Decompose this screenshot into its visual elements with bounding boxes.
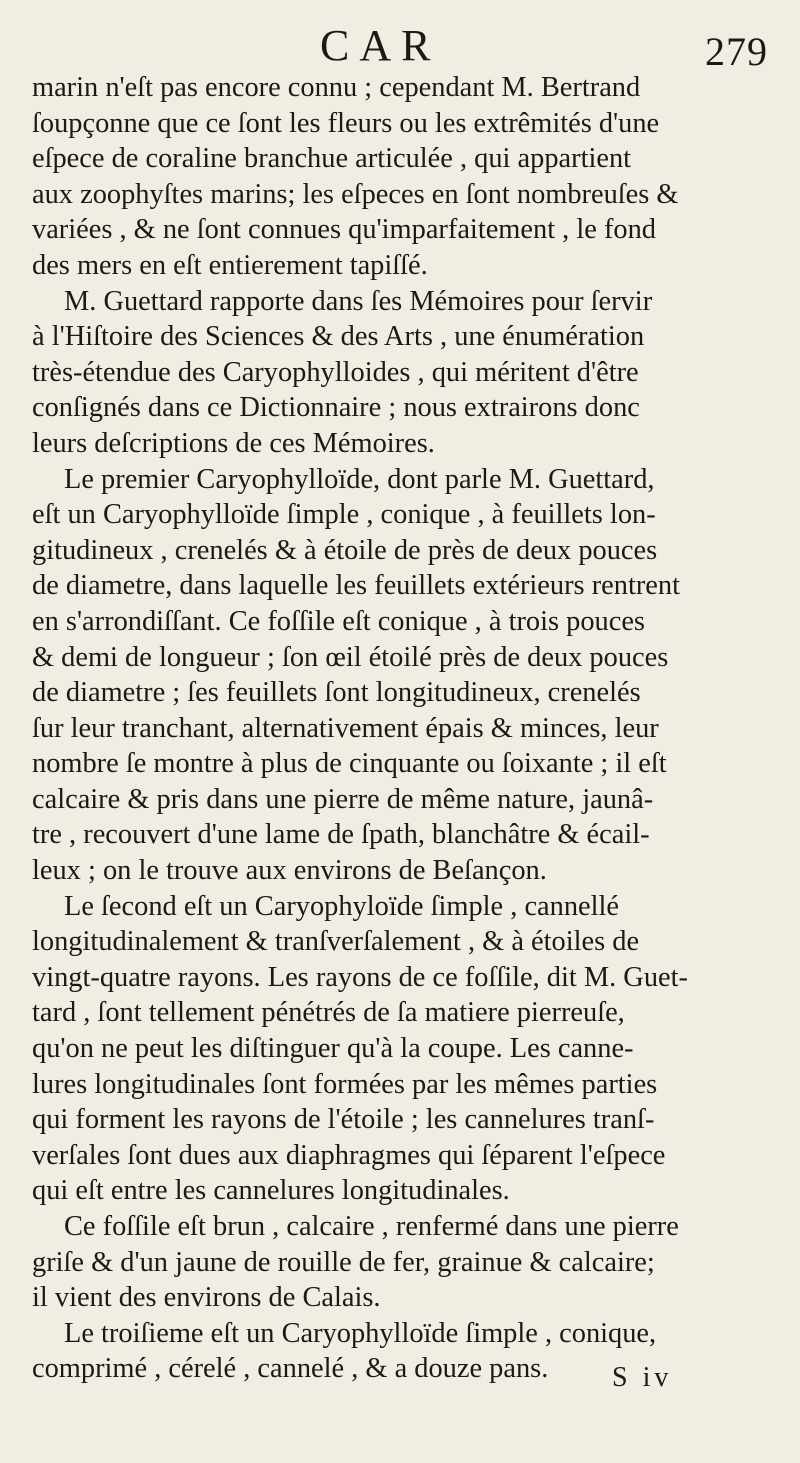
text-line: eſt un Caryophylloïde ſimple , conique , à feuillets lon- xyxy=(32,499,656,531)
text-line: leurs deſcriptions de ces Mémoires. xyxy=(32,427,435,459)
paragraph-first-line: Le troiſieme eſt un Caryophylloïde ſimple , conique, xyxy=(64,1317,657,1349)
text-line: & demi de longueur ; ſon œil étoilé près de deux pouces xyxy=(32,641,669,673)
running-head: CAR xyxy=(320,21,441,70)
paragraph-first-line: M. Guettard rapporte dans ſes Mémoires pour ſervir xyxy=(64,285,653,317)
text-line: eſpece de coraline branchue articulée , qui appartient xyxy=(32,143,632,175)
text-line: gitudineux , crenelés & à étoile de près de deux pouces xyxy=(32,534,658,566)
text-line: lures longitudinales ſont formées par les mêmes parties xyxy=(32,1068,658,1100)
text-line: en s'arrondiſſant. Ce foſſile eſt conique , à trois pouces xyxy=(32,605,645,637)
page-header xyxy=(0,18,800,76)
paragraph-first-line: Le ſecond eſt un Caryophyloïde ſimple , cannellé xyxy=(64,890,620,922)
text-line: qu'on ne peut les diſtinguer qu'à la coupe. Les canne- xyxy=(32,1033,634,1065)
text-line: ſoupçonne que ce ſont les fleurs ou les extrêmités d'une xyxy=(32,107,660,139)
page-number: 279 xyxy=(705,29,768,74)
text-line: comprimé , cérelé , cannelé , & a douze pans. xyxy=(32,1353,549,1385)
text-line: tard , ſont tellement pénétrés de ſa matiere pierreuſe, xyxy=(32,997,625,1029)
text-line: griſe & d'un jaune de rouille de fer, grainue & calcaire; xyxy=(32,1246,655,1278)
signature-mark: S iv xyxy=(612,1362,673,1393)
text-line: nombre ſe montre à plus de cinquante ou ſoixante ; il eſt xyxy=(32,748,667,780)
text-line: très-étendue des Caryophylloides , qui méritent d'être xyxy=(32,356,639,388)
body-text xyxy=(32,70,772,1387)
text-line: conſignés dans ce Dictionnaire ; nous extrairons donc xyxy=(32,392,640,424)
text-line: variées , & ne ſont connues qu'imparfaitement , le fond xyxy=(32,214,656,246)
text-line: tre , recouvert d'une lame de ſpath, blanchâtre & écail- xyxy=(32,819,650,851)
paragraph-first-line: Le premier Caryophylloïde, dont parle M. Guettard, xyxy=(64,463,655,495)
text-line: aux zoophyſtes marins; les eſpeces en ſont nombreuſes & xyxy=(32,178,679,210)
text-line: longitudinalement & tranſverſalement , & à étoiles de xyxy=(32,926,640,958)
text-line: il vient des environs de Calais. xyxy=(32,1282,381,1314)
text-line: vingt-quatre rayons. Les rayons de ce foſſile, dit M. Guet- xyxy=(32,961,688,993)
text-line: de diametre, dans laquelle les feuillets extérieurs rentrent xyxy=(32,570,680,602)
text-line: verſales ſont dues aux diaphragmes qui ſéparent l'eſpece xyxy=(32,1139,666,1171)
text-line: marin n'eſt pas encore connu ; cependant M. Bertrand xyxy=(32,72,641,103)
text-line: calcaire & pris dans une pierre de même nature, jaunâ- xyxy=(32,783,654,815)
text-line: leux ; on le trouve aux environs de Beſançon. xyxy=(32,855,547,887)
paragraph-first-line: Ce foſſile eſt brun , calcaire , renfermé dans une pierre xyxy=(64,1211,679,1242)
text-line: qui eſt entre les cannelures longitudinales. xyxy=(32,1175,510,1207)
text-line: qui forment les rayons de l'étoile ; les cannelures tranſ- xyxy=(32,1104,655,1136)
text-line: à l'Hiſtoire des Sciences & des Arts , une énumération xyxy=(32,321,645,353)
text-line: de diametre ; ſes feuillets ſont longitudineux, crenelés xyxy=(32,677,641,709)
text-line: des mers en eſt entierement tapiſſé. xyxy=(32,249,428,281)
text-line: ſur leur tranchant, alternativement épais & minces, leur xyxy=(32,712,659,744)
